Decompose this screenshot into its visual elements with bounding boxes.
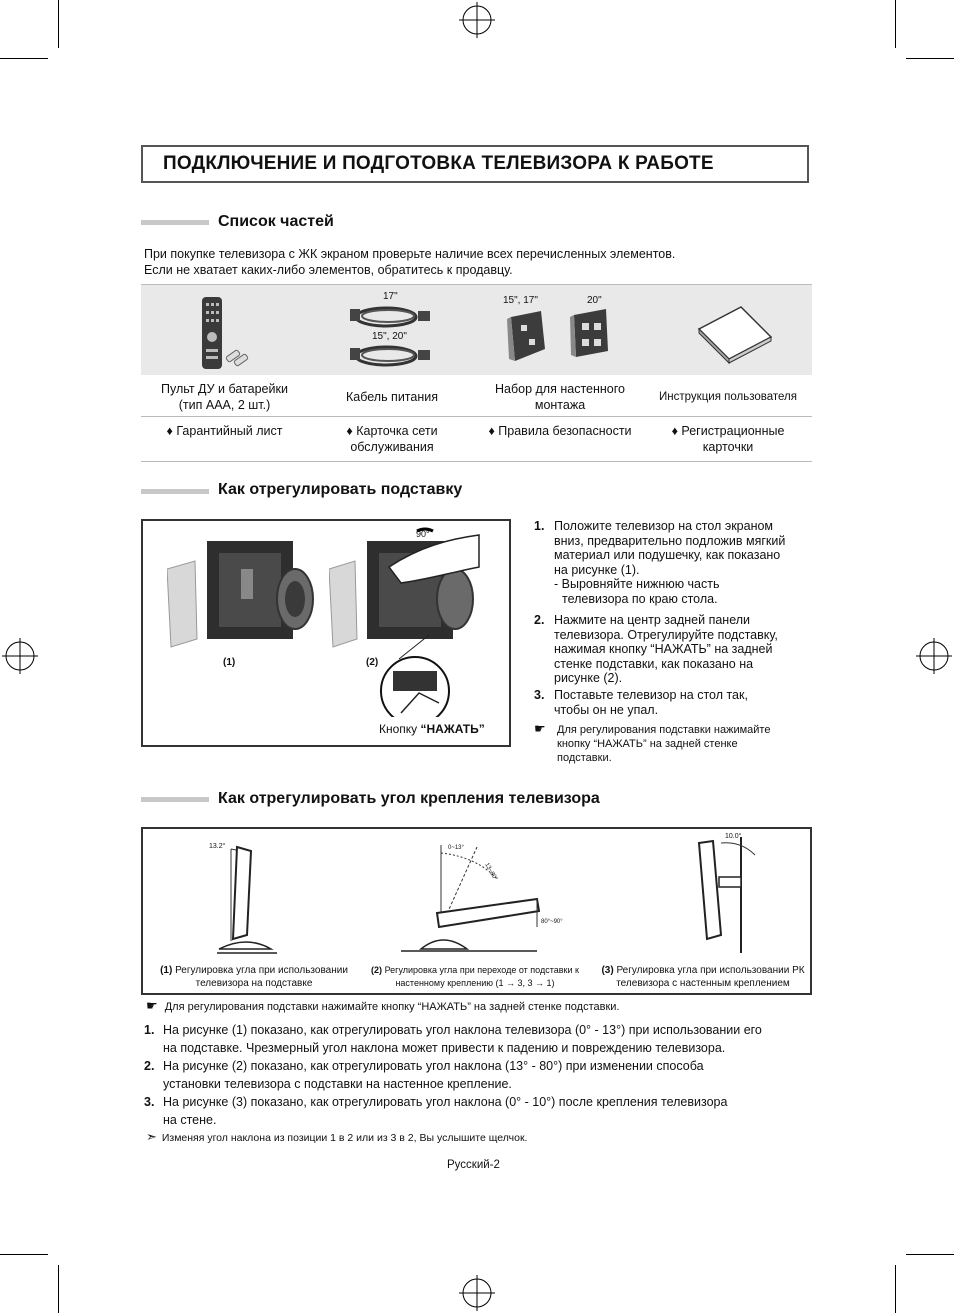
step-line: на подставке. Чрезмерный угол наклона может привести к падению и повреждению телевизора. [163, 1041, 726, 1055]
figure-caption [149, 964, 359, 990]
figure-caption [365, 964, 585, 990]
step-line: вниз, предварительно подложив мягкий [554, 533, 786, 548]
crop-mark [895, 1265, 896, 1313]
crop-mark [0, 58, 48, 59]
parts-image-row [141, 285, 812, 375]
step-line: На рисунке (2) показано, как отрегулировать угол наклона (13° - 80°) при изменении способа [163, 1059, 704, 1073]
page-title-text: ПОДКЛЮЧЕНИЕ И ПОДГОТОВКА ТЕЛЕВИЗОРА К РАБОТЕ [163, 153, 714, 174]
extra-item [644, 423, 812, 455]
extra-item-line: ♦ Карточка сети [346, 424, 438, 438]
tv-wall-mount-side-illustration [691, 835, 761, 959]
wall-mount-icon [503, 309, 553, 365]
crop-mark [895, 0, 896, 48]
stand-figure [141, 519, 511, 747]
step-text [554, 519, 804, 607]
extra-item-line: ♦ Правила безопасности [488, 424, 632, 438]
caption-line: Регулировка угла при переходе от подставки к [384, 965, 579, 975]
user-manual-icon [691, 301, 781, 365]
step-line: установки телевизора с подставки на настенное крепление. [163, 1077, 512, 1091]
caption-line: Регулировка угла при использовании РК [616, 965, 805, 976]
angle-note-text: Для регулирования подставки нажимайте кнопку “НАЖАТЬ” на задней стенке подставки. [164, 1001, 620, 1013]
angle-label: 10.0° [725, 833, 742, 840]
angle-label: 90° [416, 529, 430, 539]
registration-mark-icon [459, 2, 495, 38]
angle-steps [144, 1021, 762, 1129]
pointing-hand-icon: ☛ [146, 998, 158, 1013]
angle-label: 13.2° [209, 843, 226, 850]
tv-back-illustration [167, 539, 317, 649]
part-label [644, 389, 812, 405]
extra-item [308, 423, 476, 455]
angle-heading: Как отрегулировать угол крепления телевизора [218, 790, 600, 807]
button-caption-bold: “НАЖАТЬ” [420, 722, 485, 736]
section-bar [141, 489, 209, 494]
part-label-line: Инструкция пользователя [659, 391, 797, 403]
part-label [476, 381, 644, 413]
button-caption-text: Кнопку [379, 722, 421, 736]
part-label-line: монтажа [534, 398, 586, 412]
step-number: 1. [534, 519, 545, 533]
step-line: На рисунке (3) показано, как отрегулировать угол наклона (0° - 10°) после крепления телевизора [163, 1095, 728, 1109]
registration-mark-icon [2, 638, 38, 674]
part-label-line: Кабель питания [345, 390, 438, 404]
angle-note [146, 998, 620, 1014]
angle-label: 13~80° [483, 862, 499, 882]
step-line: стенке подставки, как показано на [554, 656, 754, 671]
caption-line: телевизора на подставке [195, 978, 313, 989]
parts-intro [144, 246, 675, 278]
part-label [308, 389, 476, 405]
angle-figure [141, 827, 812, 995]
tv-tilt-transition-illustration [397, 843, 567, 955]
note-line: подставки. [557, 752, 612, 764]
part-label-line: (тип AAA, 2 шт.) [178, 398, 271, 412]
extra-item-line: карточки [702, 440, 754, 454]
figure-label: (1) [223, 657, 236, 668]
step-line: на стене. [163, 1113, 217, 1127]
click-note [146, 1129, 527, 1145]
cable-size-label: 17" [383, 291, 398, 302]
pointer-arrow-icon: ➣ [146, 1129, 157, 1144]
parts-heading: Список частей [218, 213, 334, 230]
crop-mark [906, 58, 954, 59]
caption-line: настенному креплению (1 → 3, 3 → 1) [395, 978, 555, 988]
part-label-line: Пульт ДУ и батарейки [161, 382, 288, 396]
registration-mark-icon [916, 638, 952, 674]
part-label-line: Набор для настенного [495, 382, 625, 396]
pointing-hand-icon: ☛ [534, 721, 546, 736]
crop-mark [58, 0, 59, 48]
tv-on-stand-side-illustration [207, 837, 287, 957]
step-line: на рисунке (1). [554, 562, 640, 577]
step-line: Поставьте телевизор на стол так, [554, 688, 748, 702]
click-note-text: Изменяя угол наклона из позиции 1 в 2 или из 3 в 2, Вы услышите щелчок. [161, 1132, 528, 1144]
caption-number: (1) [160, 965, 173, 976]
crop-mark [58, 1265, 59, 1313]
extra-item-line: ♦ Гарантийный лист [166, 424, 283, 438]
tv-stand-press-illustration [329, 527, 509, 717]
remote-control-icon [196, 293, 256, 373]
step-line: рисунке (2). [554, 671, 623, 686]
page-number: Русский-2 [447, 1159, 500, 1171]
stand-note [557, 723, 807, 765]
step-number: 2. [534, 613, 545, 627]
step-number: 3. [534, 688, 545, 702]
step-text [554, 688, 804, 717]
angle-label: 0~13° [448, 845, 464, 851]
wall-mount-icon [566, 305, 616, 361]
step-text [554, 613, 804, 686]
button-caption [379, 722, 485, 736]
extra-item-line: обслуживания [350, 440, 434, 454]
extra-item [141, 423, 308, 439]
step-line: На рисунке (1) показано, как отрегулировать угол наклона телевизора (0° - 13°) при использовании его [163, 1023, 762, 1037]
power-cable-icon [346, 299, 436, 331]
crop-mark [906, 1254, 954, 1255]
step-line: - Выровняйте нижнюю часть [554, 577, 720, 592]
cable-size-label: 15", 20" [372, 331, 407, 342]
step-line: нажимая кнопку “НАЖАТЬ” на задней [554, 642, 773, 657]
registration-mark-icon [459, 1275, 495, 1311]
note-line: Для регулирования подставки нажимайте [557, 724, 771, 736]
table-divider [141, 416, 812, 417]
step-line: Нажмите на центр задней панели [554, 613, 751, 627]
parts-table [141, 284, 812, 462]
figure-caption [595, 964, 811, 990]
stand-steps [534, 519, 814, 769]
note-line: кнопку “НАЖАТЬ” на задней стенке [557, 738, 738, 750]
crop-mark [0, 1254, 48, 1255]
step-line: телевизора. Отрегулируйте подставку, [554, 627, 778, 642]
step-line: Положите телевизор на стол экраном [554, 519, 774, 533]
step-number: 3. [144, 1095, 155, 1109]
angle-label: 80°~90° [541, 919, 563, 925]
caption-number: (2) [371, 965, 383, 975]
step-line: чтобы он не упал. [554, 702, 659, 717]
mount-size-label: 20" [587, 295, 602, 306]
caption-number: (3) [601, 965, 614, 976]
step-line: телевизора по краю стола. [562, 591, 718, 606]
part-label [141, 381, 308, 413]
figure-label: (2) [366, 657, 379, 668]
extra-item-line: ♦ Регистрационные [671, 424, 785, 438]
mount-size-label: 15", 17" [503, 295, 538, 306]
section-bar [141, 220, 209, 225]
section-bar [141, 797, 209, 802]
extra-item [476, 423, 644, 439]
step-number: 1. [144, 1023, 155, 1037]
intro-line: Если не хватает каких-либо элементов, обратитесь к продавцу. [144, 263, 513, 277]
power-cable-icon [346, 340, 436, 372]
step-number: 2. [144, 1059, 155, 1073]
caption-line: телевизора с настенным креплением [616, 978, 790, 989]
caption-line: Регулировка угла при использовании [175, 965, 348, 976]
stand-heading: Как отрегулировать подставку [218, 481, 463, 498]
intro-line: При покупке телевизора с ЖК экраном проверьте наличие всех перечисленных элементов. [144, 247, 676, 261]
page-title [141, 145, 809, 183]
step-line: материал или подушечку, как показано [554, 548, 781, 563]
